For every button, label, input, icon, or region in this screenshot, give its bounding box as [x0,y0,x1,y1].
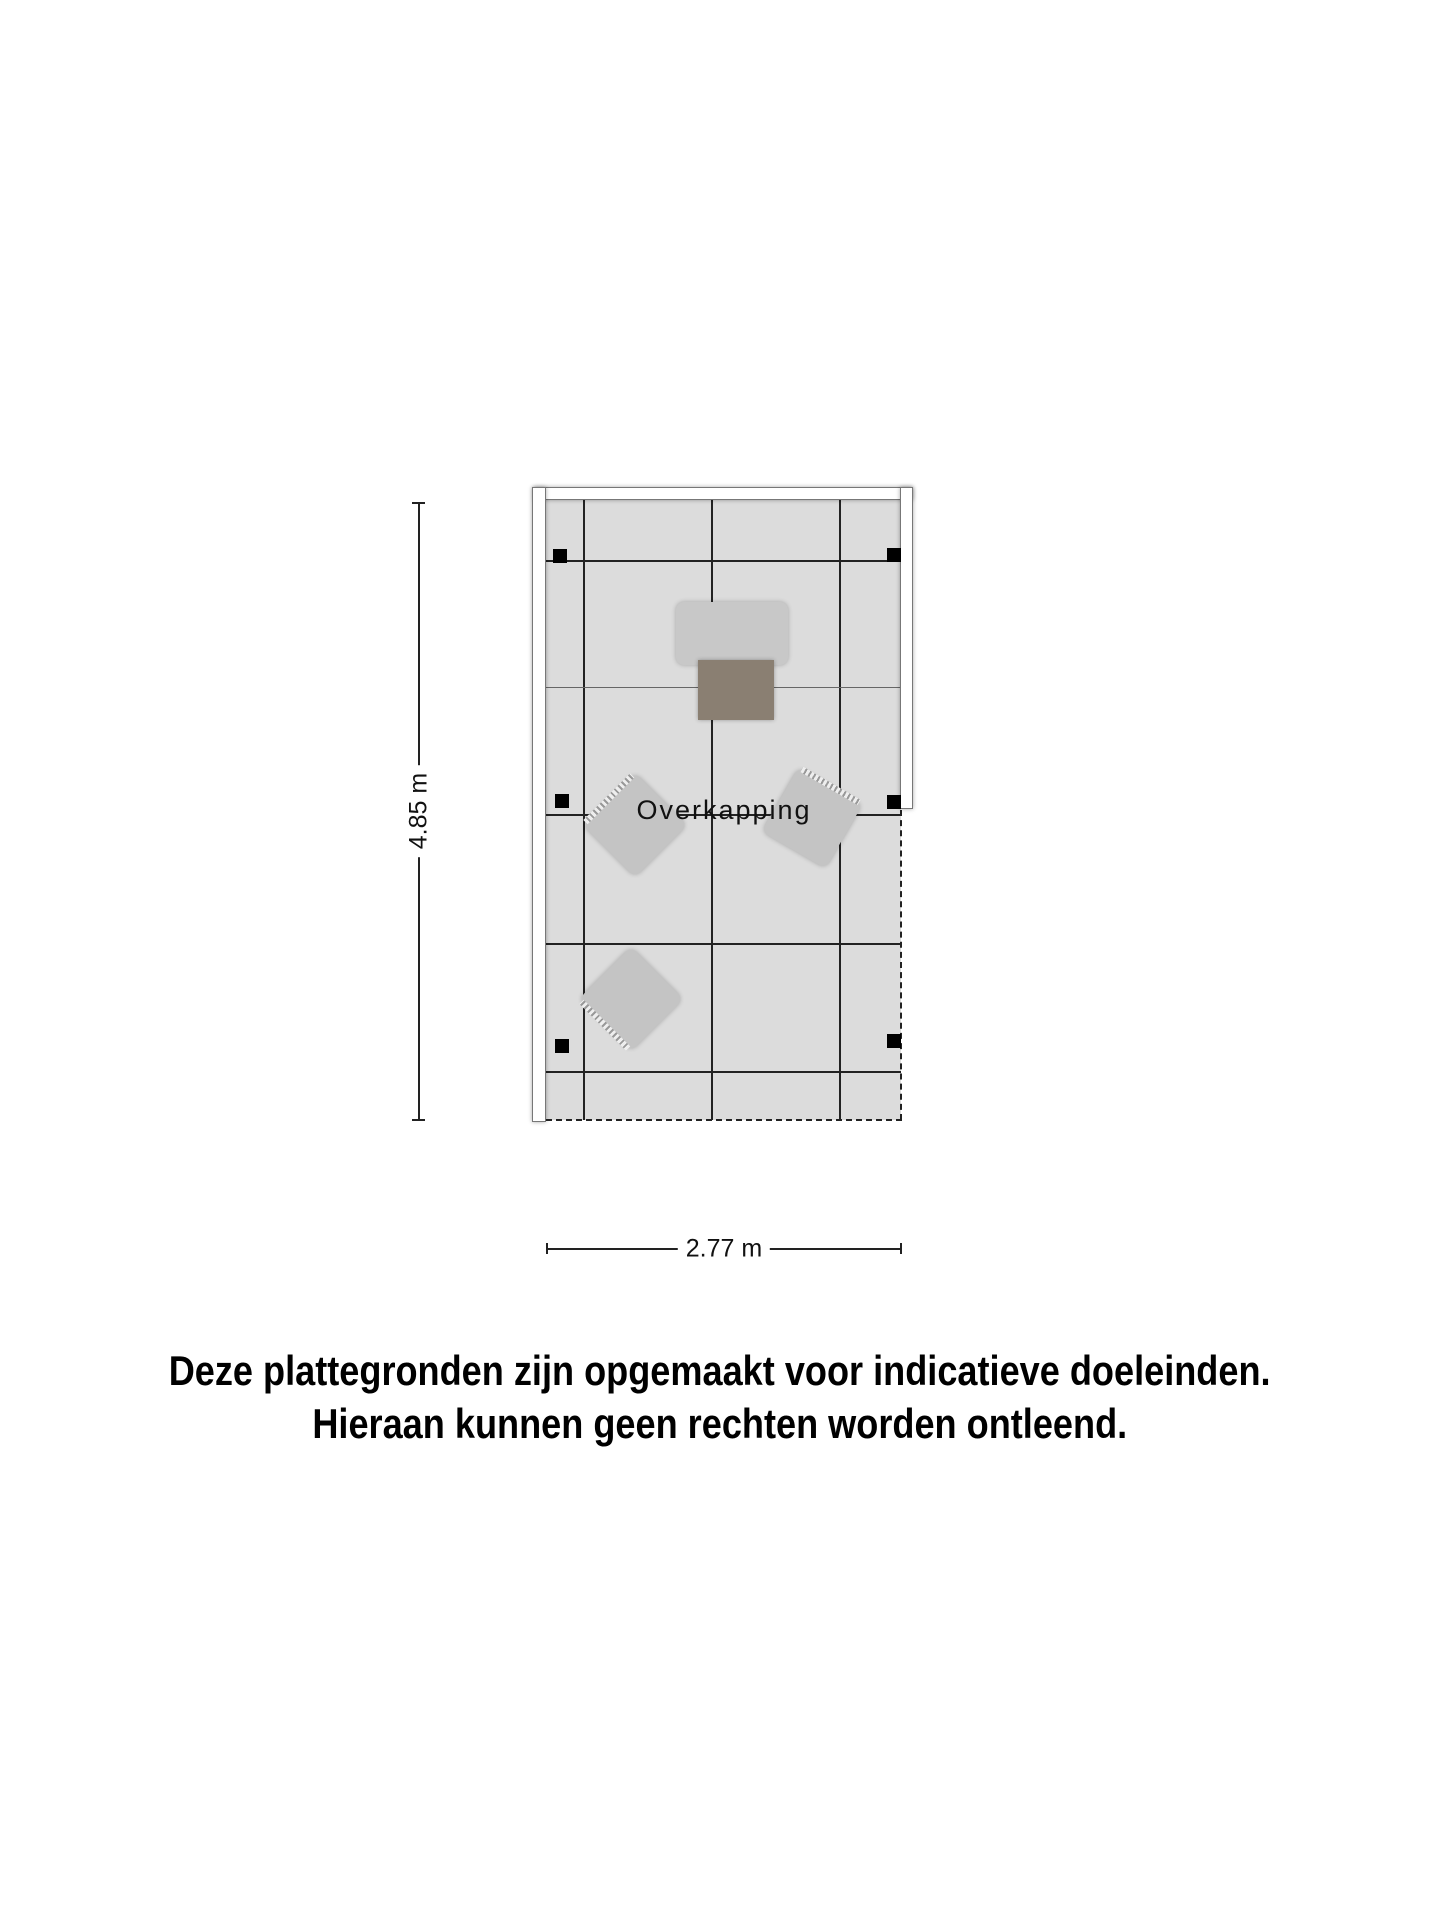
left-wall [532,487,546,1122]
room-label: Overkapping [636,795,812,825]
width-label: 2.77 m [678,1235,770,1264]
post [887,795,901,809]
open-side-dashed [900,810,902,1120]
dimension-tick [412,1119,425,1121]
right-wall [900,487,913,809]
open-bottom-dashed [546,1119,902,1121]
height-label: 4.85 m [405,765,434,857]
table [676,602,788,665]
top-wall [534,487,913,500]
disclaimer-line-2 [0,1398,1440,1450]
dimension-tick [412,502,425,504]
post [887,548,901,562]
disclaimer-text: Hieraan kunnen geen rechten worden ontleend. [312,1400,1128,1447]
disclaimer-line-1 [0,1345,1440,1397]
grid-line [534,943,901,945]
dimension-tick [546,1243,548,1254]
rug [698,660,774,720]
post [555,794,569,808]
post [555,1039,569,1053]
post [553,549,567,563]
grid-line [534,1071,901,1073]
grid-line [583,489,585,1120]
disclaimer-text: Deze plattegronden zijn opgemaakt voor indicatieve doeleinden. [169,1347,1271,1394]
dimension-tick [900,1243,902,1254]
grid-line [534,560,901,562]
post [887,1034,901,1048]
